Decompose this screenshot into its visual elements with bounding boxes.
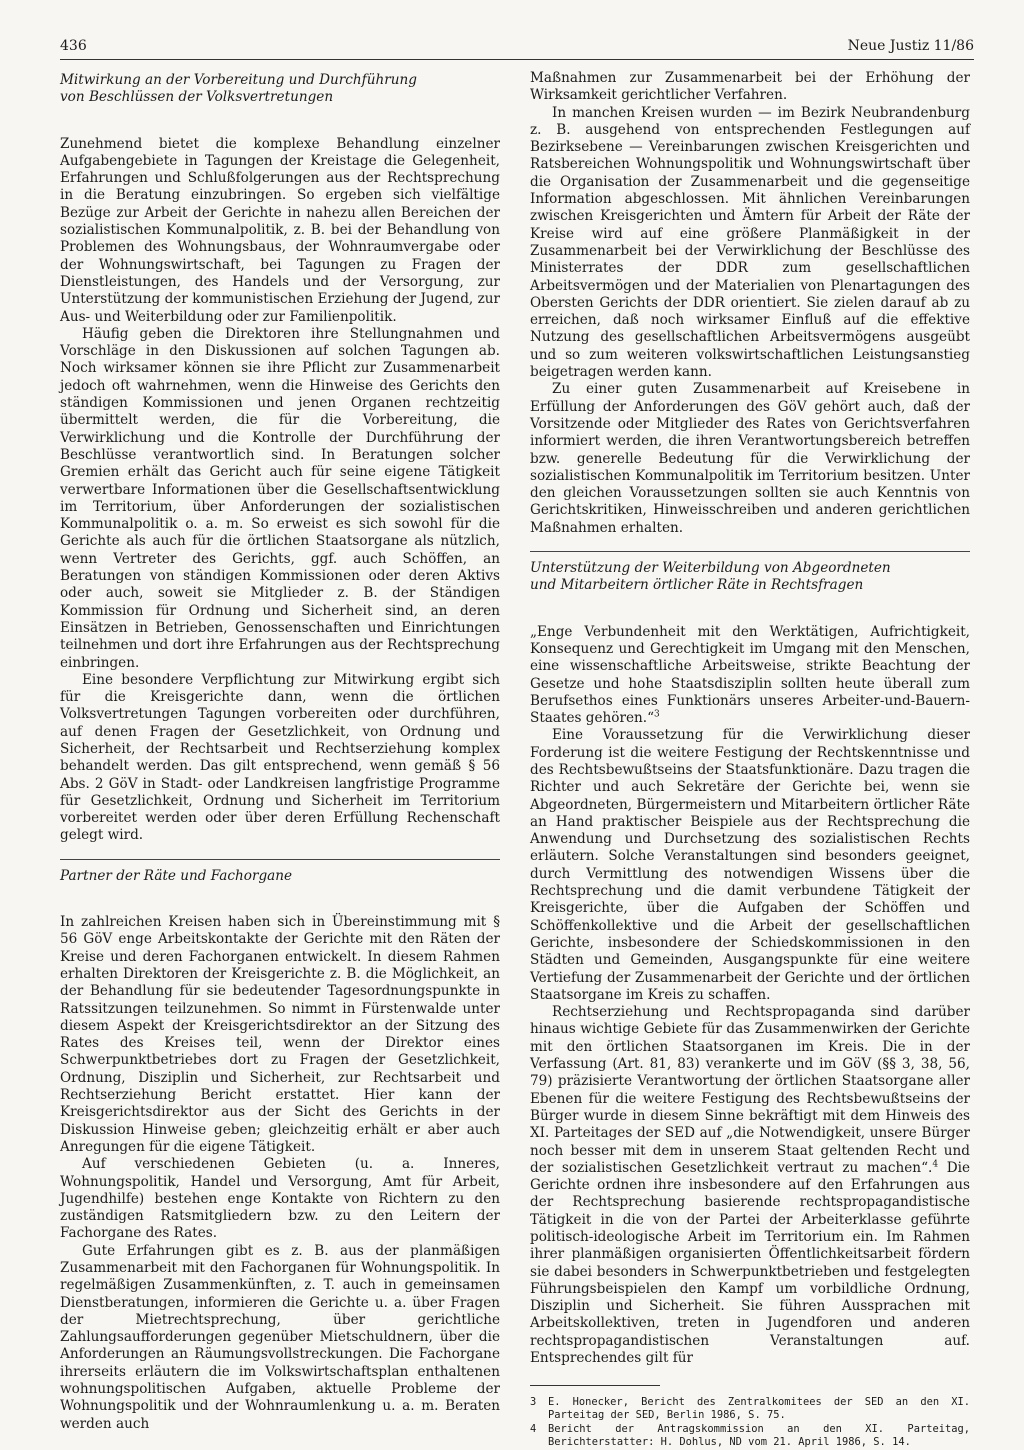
paragraph: Eine besondere Verpflichtung zur Mitwirkung ergibt sich für die Kreisgerichte dann, wenn die örtlichen Volksvertretungen Tagungen vorbereiten oder durchführen, auf denen Fragen der Gesetzlichkeit, von Ordnung und Sicherheit, der Rechtsarbeit und Rechtserziehung komplex behandelt werden. Das gilt entsprechend, wenn gemäß § 56 Abs. 2 GöV in Stadt- oder Landkreisen langfristige Programme für Gesetzlichkeit, Ordnung und Sicherheit im Territorium vorbereitet werden oder über deren Erfüllung Rechenschaft gelegt wird. bbox=[60, 671, 500, 844]
paragraph: Auf verschiedenen Gebieten (u. a. Inneres, Wohnungspolitik, Handel und Versorgung, Amt für Arbeit, Jugendhilfe) bestehen enge Kontakte von Richtern zu den zuständigen Ratsmitgliedern bzw. zu den Leitern der Fachorgane des Rates. bbox=[60, 1156, 500, 1242]
footnote-text: E. Honecker, Bericht des Zentralkomitees der SED an den XI. Parteitag der SED, Berlin 1986, S. 75. bbox=[548, 1396, 970, 1422]
paragraph bbox=[530, 1004, 970, 1367]
footnote-text: Bericht der Antragskommission an den XI. Parteitag, Berichterstatter: H. Dohlus, ND vom 21. April 1986, S. 14. bbox=[548, 1423, 970, 1449]
page-number: 436 bbox=[60, 38, 87, 54]
paragraph: Häufig geben die Direktoren ihre Stellungnahmen und Vorschläge in den Diskussionen auf solchen Tagungen ab. Noch wirksamer können sie ihre Pflicht zur Zusammenarbeit jedoch oft wahrnehmen, wenn die Hinweise des Gerichts den ständigen Kommissionen und jenen Organen rechtzeitig übermittelt werden, die für die Vorbereitung, die Verwirklichung und die Kontrolle der Durchführung der Beschlüsse verantwortlich sind. In Beratungen solcher Gremien erhält das Gericht auch für seine eigene Tätigkeit verwertbare Informationen über die Gesellschaftsentwicklung im Territorium, über Anforderungen der sozialistischen Kommunalpolitik o. a. m. So erweist es sich sowohl für die Gerichte als auch für die örtlichen Staatsorgane als nützlich, wenn Vertreter des Gerichts, ggf. auch Schöffen, an Beratungen von ständigen Kommissionen oder deren Aktivs oder auch, soweit sie Mitglieder z. B. der Ständigen Kommission für Ordnung und Sicherheit sind, an deren Einsätzen in Betrieben, Genossenschaften und Einrichtungen teilnehmen und dort ihre Erfahrungen aus der Rechtsprechung einbringen. bbox=[60, 325, 500, 671]
left-column bbox=[60, 70, 500, 1433]
quote-text: „Enge Verbundenheit mit den Werktätigen, Aufrichtigkeit, Konsequenz und Gerechtigkeit im Umgang mit den Menschen, eine wissenschaftliche Arbeitsweise, strikte Beachtung der Gesetze und hohe Staatsdisziplin sollten heute überall zum Berufsethos eines Funktionärs unseres Arbeiter-und-Bauern-Staates gehören.“ bbox=[530, 623, 970, 727]
paragraph: In zahlreichen Kreisen haben sich in Übereinstimmung mit § 56 GöV enge Arbeitskontakte der Gerichte mit den Räten der Kreise und deren Fachorganen entwickelt. In diesem Rahmen erhalten Direktoren der Kreisgerichte z. B. die Möglichkeit, an der Behandlung für sie bedeutender Tagesordnungspunkte in Ratssitzungen teilzunehmen. So nimmt in Fürstenwalde unter diesem Aspekt der Kreisgerichtsdirektor an der Sitzung des Rates des Kreises teil, wenn der Direktor eines Schwerpunktbetriebes dort zu Fragen der Gesetzlichkeit, Ordnung, Disziplin und Sicherheit, zur Rechtsarbeit und Rechtserziehung Bericht erstattet. Hier kann der Kreisgerichtsdirektor aus der Sicht des Gerichts in der Diskussion Hinweise geben; gleichzeitig erhält er aber auch Anregungen für die eigene Tätigkeit. bbox=[60, 914, 500, 1155]
paragraph: Gute Erfahrungen gibt es z. B. aus der planmäßigen Zusammenarbeit mit den Fachorganen für Wohnungspolitik. In regelmäßigen Zusammenkünften, z. T. auch in gemeinsamen Dienstberatungen, informieren die Gerichte u. a. über Fragen der Mietrechtsprechung, über gerichtliche Zahlungsaufforderungen gegenüber Mietschuldnern, über die Anforderungen an Räumungsvollstreckungen. Die Fachorgane ihrerseits erläutern die im Volkswirtschaftsplan enthaltenen wohnungspolitischen Aufgaben, aktuelle Probleme der Wohnungspolitik und der Wohnraumlenkung u. a. m. Beraten werden auch bbox=[60, 1242, 500, 1432]
paragraph: Maßnahmen zur Zusammenarbeit bei der Erhöhung der Wirksamkeit gerichtlicher Verfahren. bbox=[530, 70, 970, 104]
quote-paragraph bbox=[530, 624, 970, 728]
footnote bbox=[530, 1396, 970, 1422]
paragraph-text: Rechtserziehung und Rechtspropaganda sind darüber hinaus wichtige Gebiete für das Zusammenwirken der Gerichte mit den örtlichen Staatsorganen im Kreis. Die in der Verfassung (Art. 81, 83) verankerte und im GöV (§§ 3, 38, 56, 79) präzisierte Verantwortung der örtlichen Staatsorgane aller Ebenen für die weitere Festigung des Rechtsbewußtseins der Bürger wurde in diesem Sinne bekräftigt mit dem Hinweis des XI. Parteitages der SED auf „die Notwendigkeit, unsere Bürger noch besser mit dem in unserem Staat geltenden Recht und der sozialistischen Gesetzlichkeit vertraut zu machen“. bbox=[530, 1004, 970, 1176]
header-rule bbox=[60, 59, 974, 60]
right-column bbox=[530, 70, 970, 1450]
paragraph: Zunehmend bietet die komplexe Behandlung einzelner Aufgabengebiete in Tagungen der Kreistage die Gelegenheit, Erfahrungen und Schlußfolgerungen aus der Rechtsprechung in die Beratung einzubringen. So ergeben sich vielfältige Bezüge zur Arbeit der Gerichte in nahezu allen Bereichen der sozialistischen Kommunalpolitik, z. B. bei der Behandlung von Problemen des Wohnungsbaus, der Wohnraumvergabe oder der Wohnungswirtschaft, bei Tagungen zu Fragen der Dienstleistungen, des Handels und der Versorgung, zur Unterstützung der kommunistischen Erziehung der Jugend, zur Aus- und Weiterbildung oder zur Familienpolitik. bbox=[60, 135, 500, 325]
footnote-number: 3 bbox=[530, 1396, 537, 1409]
footnotes bbox=[530, 1396, 970, 1449]
paragraph-text: Die Gerichte ordnen ihre insbesondere auf den Erfahrungen aus der Rechtsprechung basierende rechtspropagandistische Tätigkeit in die von der Partei der Arbeiterklasse geführte politisch-ideologische Arbeit im Territorium ein. Im Rahmen ihrer planmäßigen organisierten Öffentlichkeitsarbeit fördern sie dabei besonders in Schwerpunktbetrieben und festgelegten Führungsbeispielen den Kampf um vorbildliche Ordnung, Disziplin und Sicherheit. Sie führen Aussprachen mit Arbeitskollektiven, treten in Jugendforen und anderen rechtspropagandistischen Veranstaltungen auf. Entsprechendes gilt für bbox=[530, 1159, 970, 1367]
section-rule bbox=[60, 859, 500, 860]
section-heading-mitwirkung bbox=[60, 70, 500, 107]
footnote-rule bbox=[530, 1385, 660, 1386]
paragraph: In manchen Kreisen wurden — im Bezirk Neubrandenburg z. B. ausgehend von entsprechenden Festlegungen auf Bezirksebene — Vereinbarungen zwischen Kreisgerichten und Ratsbereichen Wohnungspolitik und Wohnungswirtschaft über die Organisation der Zusammenarbeit und die gegenseitige Information abgeschlossen. Mit ähnlichen Vereinbarungen zwischen Kreisgerichten und Ämtern für Arbeit der Räte der Kreise wird auf eine größere Planmäßigkeit in der Zusammenarbeit bei der Verwirklichung der Beschlüsse des Ministerrates der DDR zum gesellschaftlichen Arbeitsvermögen und der Materialien von Plenartagungen des Obersten Gerichts der DDR orientiert. Sie zielen darauf ab zu erreichen, daß noch wirksamer Einfluß auf die effektive Nutzung des gesellschaftlichen Arbeitsvermögens ausgeübt und so zum weiteren volkswirtschaftlichen Leistungsanstieg beigetragen werden kann. bbox=[530, 104, 970, 381]
section-rule bbox=[530, 551, 970, 552]
footnote-ref: 4 bbox=[932, 1159, 939, 1170]
paragraph: Eine Voraussetzung für die Verwirklichung dieser Forderung ist die weitere Festigung der Rechtskenntnisse und des Rechtsbewußtseins der Staatsfunktionäre. Dazu tragen die Richter und auch Sekretäre der Gerichte bei, wenn sie Abgeordneten, Bürgermeistern und Mitarbeitern örtlicher Räte an Hand praktischer Beispiele aus der Rechtsprechung die Anwendung und Durchsetzung des sozialistischen Rechts erläutern. Solche Veranstaltungen sind besonders geeignet, durch Vermittlung des notwendigen Wissens über die Rechtsprechung und die damit verbundene Tätigkeit der Kreisgerichte, über die Aufgaben der Schöffen und Schöffenkollektive und die Arbeit der gesellschaftlichen Gerichte, insbesondere der Schiedskommissionen in den Städten und Gemeinden, Ausgangspunkte für eine weitere Vertiefung der Zusammenarbeit der Gerichte und der örtlichen Staatsorgane im Kreis zu schaffen. bbox=[530, 727, 970, 1003]
section-heading-partner: Partner der Räte und Fachorgane bbox=[60, 867, 293, 884]
heading-line: von Beschlüssen der Volksvertretungen bbox=[60, 89, 334, 106]
heading-line: Unterstützung der Weiterbildung von Abgeordneten bbox=[530, 560, 891, 577]
footnote bbox=[530, 1423, 970, 1449]
heading-line: und Mitarbeitern örtlicher Räte in Rechtsfragen bbox=[530, 577, 864, 594]
footnote-number: 4 bbox=[530, 1423, 537, 1436]
paragraph: Zu einer guten Zusammenarbeit auf Kreisebene in Erfüllung der Anforderungen des GöV gehört auch, daß der Vorsitzende oder Mitglieder des Rates von Gerichtsverfahren informiert werden, die ihren Verantwortungsbereich betreffen bzw. generelle Bedeutung für die Verwirklichung der sozialistischen Kommunalpolitik im Territorium besitzen. Unter den gleichen Voraussetzungen sollten sie auch Kenntnis von Gerichtskritiken, Hinweisschreiben und anderen gerichtlichen Maßnahmen erhalten. bbox=[530, 381, 970, 536]
running-head bbox=[60, 38, 974, 60]
footnote-ref: 3 bbox=[654, 709, 660, 720]
journal-title: Neue Justiz 11/86 bbox=[847, 38, 974, 54]
section-heading-weiterbildung bbox=[530, 558, 970, 595]
heading-line: Mitwirkung an der Vorbereitung und Durchführung bbox=[60, 72, 417, 88]
